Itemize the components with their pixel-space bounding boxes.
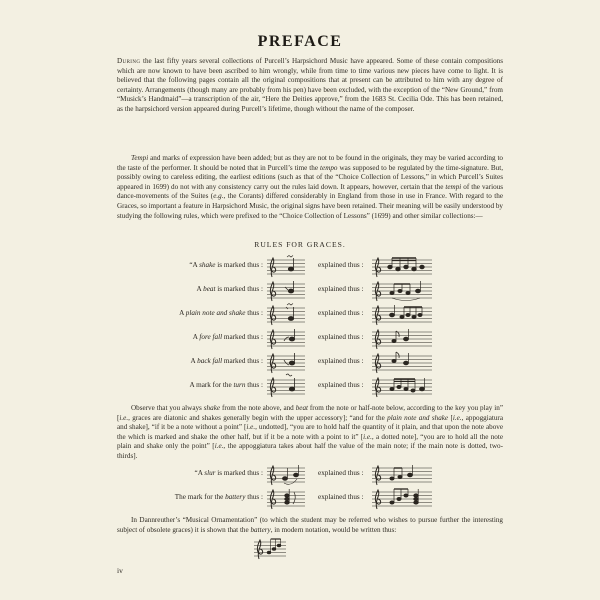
- fore-fall-realization: [372, 328, 434, 350]
- fore-fall-sign: [267, 328, 307, 350]
- p2-text-4: , the Corants) differed considerably in England from those in use in France. With regard to the Graces, so important a feature in Harpsichord Music, the original signs have been retained. Their meaning will be easily understood by studying the following rules, which were prefixed to the “Choice Collection of Lessons” (1699) and other similar collections:—: [117, 192, 503, 220]
- p2-text-3: of the various dance-movements of the Suites (: [117, 182, 503, 201]
- explained-label: explained thus :: [318, 309, 364, 317]
- rule-row-shake: [0, 256, 600, 278]
- slur-realization: [372, 464, 434, 486]
- battery-realization: [372, 488, 434, 510]
- rule-row-slur: [0, 464, 600, 486]
- p2-tempi-2: tempi: [445, 182, 462, 191]
- explained-label: explained thus :: [318, 469, 364, 477]
- p2-tempo: tempo: [320, 163, 338, 172]
- rule-row-back-fall: [0, 352, 600, 374]
- shake-realization: [372, 256, 434, 278]
- p2-text-2: was supposed to be regulated by the time-signature. But, possibly owing to careless editing, the earliest editions (such as that of the “Choice Collection of Lessons,” in which Purcell’s Suites appeared in 1699) do not with any consistency carry out the rules laid down. It appears, however, certain that the: [117, 163, 503, 191]
- rule-label: A plain note and shake thus :: [179, 309, 263, 317]
- explained-label: explained thus :: [318, 333, 364, 341]
- rules-heading: RULES FOR GRACES.: [254, 240, 346, 249]
- explained-label: explained thus :: [318, 261, 364, 269]
- rule-label: A beat is marked thus :: [196, 285, 263, 293]
- page-folio: iv: [117, 566, 123, 575]
- preface-paragraph-2: [117, 154, 503, 221]
- back-fall-realization: [372, 352, 434, 374]
- beat-realization: [372, 280, 434, 302]
- plain-note-shake-realization: [372, 304, 434, 326]
- shake-sign-notation: [267, 256, 307, 278]
- preface-paragraph-3: Observe that you always shake from the note above, and beat from the note or half-note below, according to the key you play in” [i.e., graces are diatonic and shakes generally begin with the upper accessory]; “and for the plain note and shake [i.e., appoggiatura and shake], “if it be a note without a point” [i.e., undotted], “you are to hold half the quantity of it plain, and that upon the note above the which is marked and shake the other half, but if it be a note with a point to it” [i.e., a dotted note], “you are to hold all the note plain and shake only the point” [i.e., the appoggiatura takes about half the value of the main note; if the main note is dotted, two-thirds].: [117, 404, 503, 460]
- rule-label: “A shake is marked thus :: [189, 261, 263, 269]
- preface-paragraph-1: [117, 57, 503, 115]
- battery-sign: [267, 488, 307, 510]
- battery-modern-notation: [254, 538, 288, 560]
- modern-notation-row: [0, 538, 600, 560]
- turn-realization: [372, 376, 434, 398]
- page-title: PREFACE: [257, 33, 343, 50]
- preface-paragraph-4: In Dannreuther’s “Musical Ornamentation” (to which the student may be referred who wishes to pursue further the interesting subject of obsolete graces) it is shown that the battery, in modern notation, would be written thus:: [117, 516, 503, 534]
- rule-row-plain-note-and-shake: [0, 304, 600, 326]
- rule-label: A mark for the turn thus :: [189, 381, 263, 389]
- explained-label: explained thus :: [318, 493, 364, 501]
- rule-label: A fore fall marked thus :: [192, 333, 263, 341]
- explained-label: explained thus :: [318, 285, 364, 293]
- p2-tempi: Tempi: [131, 154, 149, 162]
- rule-row-fore-fall: [0, 328, 600, 350]
- rule-label: “A slur is marked thus :: [194, 469, 263, 477]
- turn-sign: [267, 376, 307, 398]
- explained-label: explained thus :: [318, 357, 364, 365]
- plain-note-shake-sign: [267, 304, 307, 326]
- beat-sign-notation: [267, 280, 307, 302]
- slur-sign: [267, 464, 307, 486]
- back-fall-sign: [267, 352, 307, 374]
- rule-row-battery: [0, 488, 600, 510]
- p2-text-1: and marks of expression have been added; but as they are not to be found in the originals, they may be varied according to the taste of the performer. It should be noted that in Purcell’s time the: [117, 154, 503, 172]
- p2-eg: e.g.: [213, 192, 224, 201]
- rule-row-beat: [0, 280, 600, 302]
- p1-text: the last fifty years several collections of Purcell’s Harpsichord Music have appeared. Some of these contain compositions which are now known to have been ascribed to him wrongly, while from time to time various new pieces have come to light. It is believed that the following pages contain all the original compositions that at present can be attributed to him with any degree of certainty. Arrangements (though many are probably from his pen) have been excluded, with the exception of the “New Ground,” from “Musick’s Handmaid”—a transcription of the air, “Here the Deities approve,” from the 1683 St. Cecilia Ode. This has been retained, as the harpsichord version appeared during Purcell’s lifetime, though without the name of the composer.: [117, 57, 503, 113]
- dropcap-word: During: [117, 57, 141, 65]
- explained-label: explained thus :: [318, 381, 364, 389]
- rule-label: A back fall marked thus :: [190, 357, 263, 365]
- rule-row-turn: [0, 376, 600, 398]
- rule-label: The mark for the battery thus :: [174, 493, 263, 501]
